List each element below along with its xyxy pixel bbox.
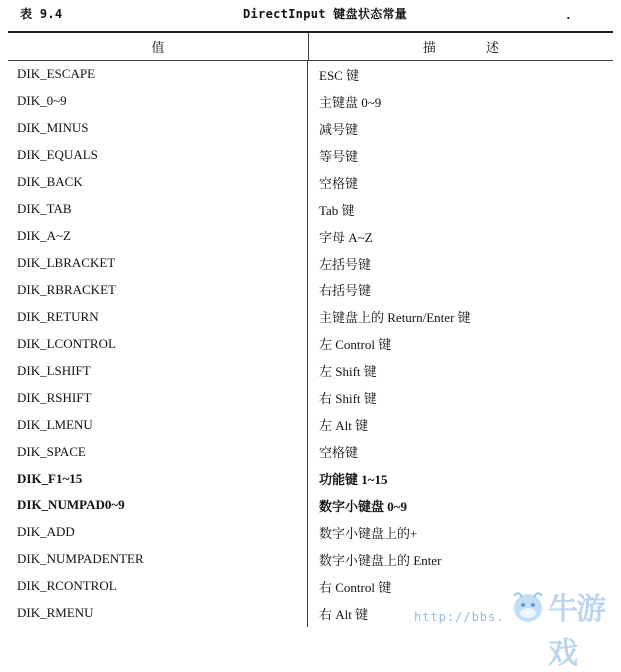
constant-name: DIK_RMENU: [8, 600, 308, 627]
constant-description: 主键盘上的 Return/Enter 键: [319, 310, 471, 326]
table-row: [8, 277, 613, 304]
constant-name: DIK_LMENU: [8, 411, 308, 438]
table-row: [8, 115, 613, 142]
constant-name: DIK_LCONTROL: [8, 330, 308, 357]
table-row: [8, 169, 613, 196]
constant-description: 右 Control 键: [319, 579, 392, 595]
constant-description: 左括号键: [319, 256, 372, 272]
table-row: [8, 142, 613, 169]
constant-name: DIK_RBRACKET: [8, 277, 308, 304]
constant-name: DIK_MINUS: [8, 115, 308, 142]
table-row: [8, 88, 613, 115]
constant-name: DIK_A~Z: [8, 223, 308, 250]
table-row: [8, 465, 613, 492]
table-caption: [0, 5, 621, 23]
constant-description: 右 Shift 键: [319, 391, 377, 407]
constant-description: 左 Alt 键: [319, 418, 369, 434]
constant-description: 空格键: [319, 175, 359, 191]
constant-description: 左 Control 键: [319, 337, 392, 353]
table-row: [8, 223, 613, 250]
table-row: [8, 250, 613, 277]
constant-name: DIK_NUMPAD0~9: [8, 492, 308, 519]
constant-description: ESC 键: [319, 67, 360, 83]
constant-name: DIK_NUMPADENTER: [8, 546, 308, 573]
header-value: 值: [8, 33, 309, 60]
constant-name: DIK_BACK: [8, 169, 308, 196]
table-row: [8, 546, 613, 573]
constant-name: DIK_LBRACKET: [8, 250, 308, 277]
constant-name: DIK_RSHIFT: [8, 384, 308, 411]
table-header: [8, 33, 613, 61]
constant-description: 左 Shift 键: [319, 364, 377, 380]
table-row: [8, 519, 613, 546]
constant-description: 减号键: [319, 121, 359, 137]
constant-description: 等号键: [319, 148, 359, 164]
table-row: [8, 61, 613, 88]
table-row: [8, 357, 613, 384]
table-row: [8, 196, 613, 223]
watermark-url: http://bbs.: [414, 610, 505, 624]
table-title: DirectInput 键盘状态常量: [243, 7, 408, 21]
constant-name: DIK_RETURN: [8, 303, 308, 330]
constant-name: DIK_SPACE: [8, 438, 308, 465]
table-row: [8, 492, 613, 519]
constant-name: DIK_RCONTROL: [8, 573, 308, 600]
constant-name: DIK_EQUALS: [8, 142, 308, 169]
table-row: [8, 303, 613, 330]
constant-description: Tab 键: [319, 202, 355, 218]
table-row: [8, 573, 613, 600]
constant-name: DIK_LSHIFT: [8, 357, 308, 384]
header-description: 描 述: [422, 41, 500, 56]
constant-name: DIK_ADD: [8, 519, 308, 546]
constant-description: 字母 A~Z: [319, 229, 373, 245]
watermark-brand: 牛游戏: [548, 592, 604, 671]
constant-description: 功能键 1~15: [319, 472, 388, 488]
constant-description: 数字小键盘上的+: [319, 525, 418, 541]
constant-name: DIK_ESCAPE: [8, 61, 308, 88]
table-row: [8, 330, 613, 357]
constant-description: 空格键: [319, 445, 359, 461]
constant-name: DIK_TAB: [8, 196, 308, 223]
constant-description: 右 Alt 键: [319, 606, 369, 622]
constant-name: DIK_0~9: [8, 88, 308, 115]
constant-description: 数字小键盘上的 Enter: [319, 552, 442, 568]
table-row: [8, 411, 613, 438]
table-row: [8, 384, 613, 411]
constant-name: DIK_F1~15: [8, 465, 308, 492]
constant-description: 主键盘 0~9: [319, 94, 382, 110]
caption-mark: .: [565, 9, 572, 22]
table-body: [8, 61, 613, 627]
constant-description: 数字小键盘 0~9: [319, 498, 408, 514]
constant-description: 右括号键: [319, 283, 372, 299]
table-row: [8, 438, 613, 465]
keyboard-constants-table: [8, 31, 613, 627]
table-number: 表 9.4: [20, 7, 63, 21]
table-row: [8, 600, 613, 627]
